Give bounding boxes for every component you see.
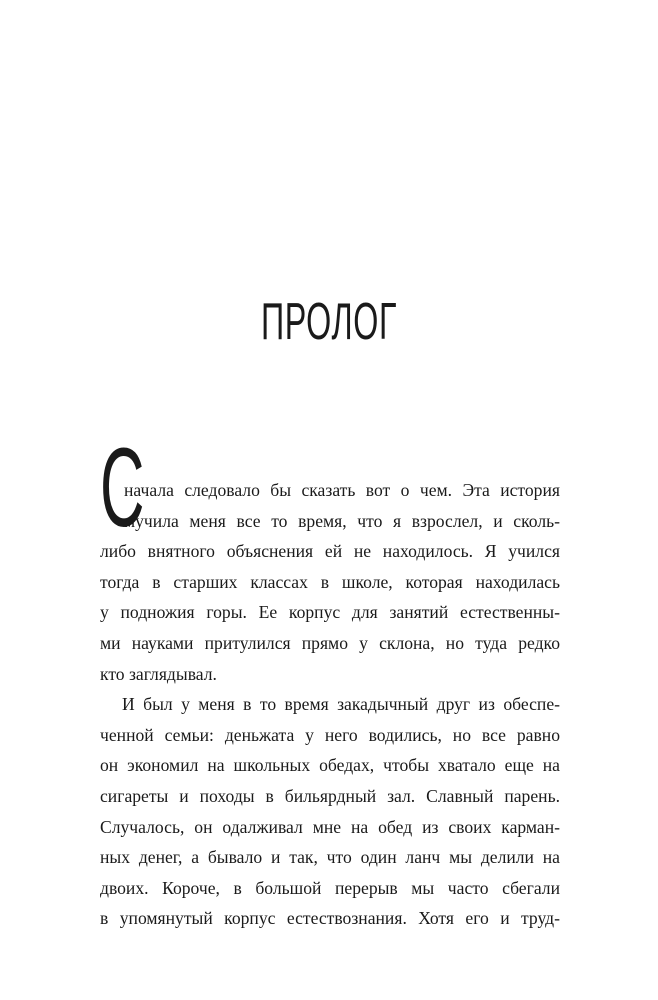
text-line: кто заглядывал. [100,663,217,684]
drop-cap: С [100,425,145,550]
text-line: мучила меня все то время, что я взрослел, и сколь- [124,510,560,531]
text-line: двоих. Короче, в большой перерыв мы часто сбегали [100,877,560,898]
body-text [100,475,560,934]
text-line: ми науками притулился прямо у склона, но туда редко [100,632,560,653]
text-line: тогда в старших классах в школе, которая находилась [100,571,560,592]
text-line: у подножия горы. Ее корпус для занятий естественны- [100,602,560,623]
text-line: начала следовало бы сказать вот о чем. Эта история [124,480,560,500]
text-line: либо внятного объяснения ей не находилось. Я учился [100,541,560,562]
chapter-title: ПРОЛОГ [260,293,398,351]
text-line: И был у меня в то время закадычный друг из обеспе- [122,694,560,715]
text-line: он экономил на школьных обедах, чтобы хватало еще на [100,755,560,776]
text-line: Случалось, он одалживал мне на обед из своих карман- [100,816,560,837]
text-line: в упомянутый корпус естествознания. Хотя его и труд- [100,908,560,929]
text-line: сигареты и походы в бильярдный зал. Славный парень. [100,785,560,806]
text-line: ченной семьи: деньжата у него водились, но все равно [100,724,560,745]
text-line: ных денег, а бывало и так, что один ланч мы делили на [100,847,560,868]
